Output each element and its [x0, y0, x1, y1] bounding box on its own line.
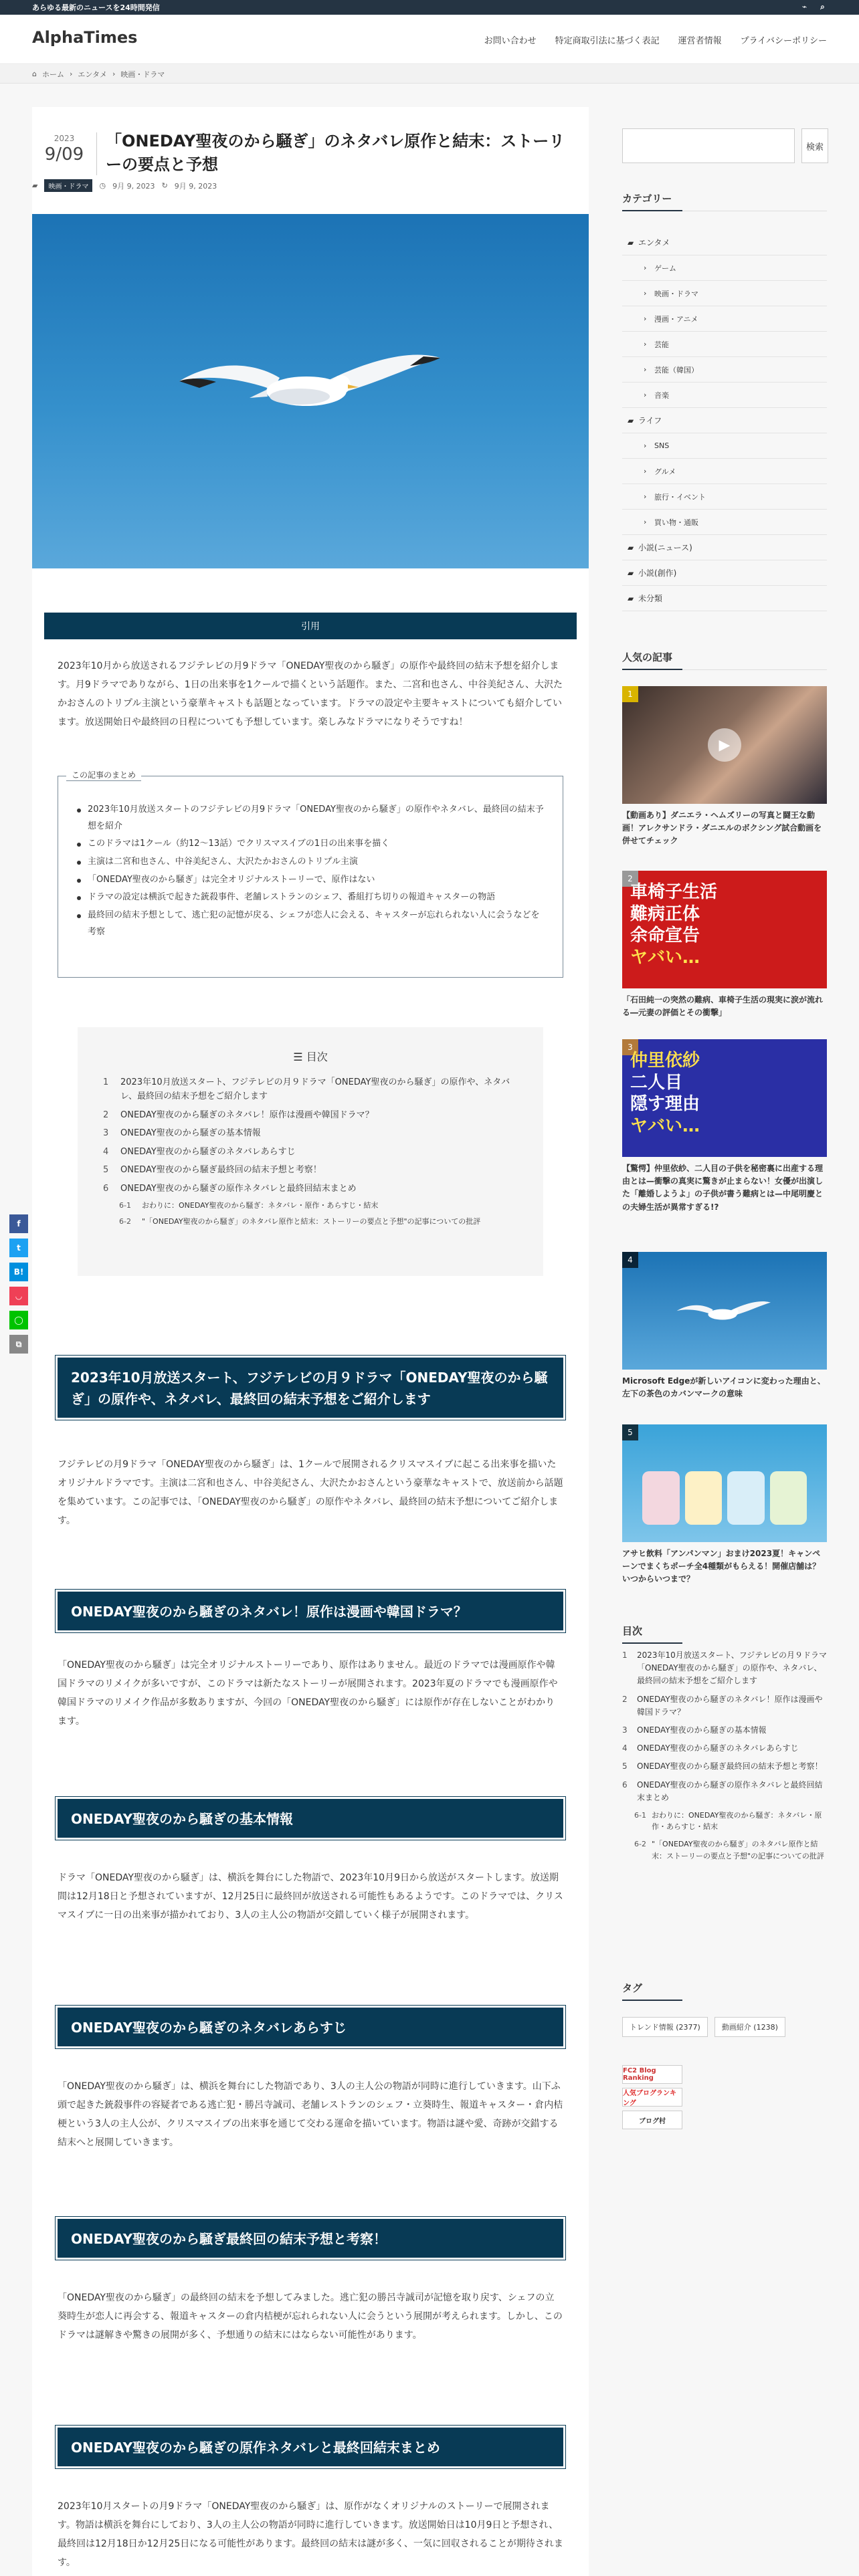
toc-label[interactable]: ONEDAY聖夜のから騒ぎ最終回の結末予想と考察！ — [637, 1761, 823, 1772]
section-body-4: 「ONEDAY聖夜のから騒ぎ」は、横浜を舞台にした物語であり、3人の主人公の物語が同時に進行していきます。山下ふ頭で起きた銃殺事件の容疑者である逃亡犯・勝呂寺誠司、老舗レストランのシェフ・立葵時生、報道キャスター・倉内桔梗という3人の主人公が、クリスマスイブの出来事を通じて交わる運命を描いています。物語は謎や愛、奇跡が交錯する結末へと展開していきます。 — [58, 2081, 563, 2148]
toc-item[interactable] — [622, 1693, 827, 1719]
category-list — [622, 230, 827, 611]
toc-number: 5 — [103, 1165, 109, 1176]
toc-number: 6 — [622, 1780, 628, 1790]
section-heading-4: ONEDAY聖夜のから騒ぎのネタバレあらすじ — [58, 2008, 563, 2046]
summary-item: 「ONEDAY聖夜のから騒ぎ」は完全オリジナルストーリーで、原作はない — [77, 872, 545, 889]
site-header — [0, 15, 859, 64]
seagull-thumbnail-illustration — [622, 1252, 827, 1370]
toc-subitem[interactable] — [622, 1810, 827, 1833]
overlay-line: 余命宣告 — [630, 926, 700, 946]
category-item[interactable] — [622, 586, 827, 611]
toc-subitem[interactable] — [103, 1200, 524, 1212]
sidebar-toc-title: 目次 — [622, 1624, 827, 1643]
section-heading-1: 2023年10月放送スタート、フジテレビの月９ドラマ「ONEDAY聖夜のから騒ぎ」の原作や、ネタバレ、最終回の結末予想をご紹介します — [58, 1358, 563, 1418]
overlay-line: ヤバい… — [630, 1115, 700, 1136]
popular-thumbnail[interactable] — [622, 871, 827, 988]
table-of-contents — [78, 1027, 543, 1276]
fc2-ranking-banner[interactable]: FC2 Blog Ranking — [622, 2065, 682, 2084]
summary-item: ドラマの設定は横浜で起きた銃殺事件、老舗レストランのシェフ、番組打ち切りの報道キャスターの物語 — [77, 889, 545, 906]
popular-title: 人気の記事 — [622, 650, 827, 670]
chevron-right-icon: › — [644, 441, 647, 450]
folder-icon: ▰ — [628, 237, 634, 247]
clock-icon: ◷ — [99, 181, 106, 190]
category-item[interactable] — [622, 383, 827, 408]
quote-label: 引用 — [44, 613, 577, 639]
chevron-right-icon: › — [644, 518, 647, 526]
summary-list — [77, 802, 545, 942]
toc-number: 1 — [103, 1077, 109, 1087]
popular-post-title[interactable]: 【驚愕】仲里依紗、二人目の子供を秘密裏に出産する理由とは—衝撃の真実に驚きが止まらない！女優が出演した「離婚しようよ」の子供が書う難病とは—中尾明慶との夫婦生活が異常すぎる!? — [622, 1164, 824, 1212]
nav-contact[interactable]: お問い合わせ — [484, 36, 537, 46]
toc-number: 6-2 — [634, 1840, 646, 1849]
breadcrumb-home[interactable]: ホーム — [41, 70, 64, 79]
overlay-line: 二人目 — [630, 1072, 683, 1093]
toc-number: 6-1 — [119, 1201, 131, 1210]
toc-subitem[interactable] — [622, 1838, 827, 1862]
toc-item[interactable] — [622, 1649, 827, 1688]
toc-title — [78, 1049, 543, 1064]
folder-icon: ▰ — [628, 542, 634, 552]
refresh-icon: ↻ — [161, 181, 168, 190]
sidebar-toc-list — [622, 1649, 827, 1867]
category-label[interactable]: 漫画・アニメ — [654, 314, 698, 324]
category-label[interactable]: 買い物・通販 — [654, 518, 698, 527]
summary-box — [58, 770, 563, 978]
overlay-line: 仲里依紗 — [630, 1051, 700, 1071]
overlay-line: 車椅子生活 — [630, 882, 718, 902]
chevron-right-icon: › — [69, 70, 73, 78]
category-badge[interactable]: 映画・ドラマ — [44, 179, 92, 192]
rank-badge: 3 — [622, 1039, 638, 1055]
folder-icon: ▰ — [628, 568, 634, 578]
popular-post-title[interactable]: Microsoft Edgeが新しいアイコンに変わった理由と、左下の茶色のカバンマークの意味 — [622, 1376, 826, 1399]
section-heading-5: ONEDAY聖夜のから騒ぎ最終回の結末予想と考察！ — [58, 2219, 563, 2258]
toc-item[interactable] — [103, 1108, 524, 1122]
post-meta — [32, 179, 589, 192]
rss-icon[interactable]: ⌁ — [801, 2, 807, 11]
chevron-right-icon: › — [112, 70, 116, 78]
toc-number: 2 — [622, 1694, 628, 1704]
breadcrumb-subcategory[interactable]: 映画・ドラマ — [120, 70, 165, 79]
popular-post-title[interactable]: 【動画あり】ダニエラ・ヘムズリーの写真と闘王な動画！アレクサンドラ・ダニエルのボクシング試合動画を併せてチェック — [622, 811, 822, 846]
category-label[interactable]: エンタメ — [638, 238, 670, 247]
section-body-5: 「ONEDAY聖夜のから騒ぎ」の最終回の結末を予想してみました。逃亡犯の勝呂寺誠司が記憶を取り戻す、シェフの立葵時生が恋人に再会する、報道キャスターの倉内桔梗が忘れられない人に会うという展開が考えられます。しかし、このドラマは謎解きや驚きの展開が多く、予想通りの結末にはならない可能性があります。 — [58, 2292, 563, 2341]
article — [32, 107, 589, 2576]
pouch-illustration — [642, 1471, 807, 1525]
toc-label[interactable]: ONEDAY聖夜のから騒ぎの原作ネタバレと最終回結末まとめ — [120, 1183, 357, 1194]
rank-badge: 5 — [622, 1424, 638, 1440]
intro-text: 2023年10月から放送されるフジテレビの月9ドラマ「ONEDAY聖夜のから騒ぎ」の原作や最終回の結末予想を紹介します。月9ドラマでありながら、1日の出来事を1クールで描くという話題作。また、二宮和也さん、中谷美紀さん、大沢たかおさんのトリプル主演という豪華キャストも話題となっています。ドラマの設定や主要キャストについても紹介しています。放送開始日や最終回の日程についても予想しています。楽しみなドラマになりそうですね！ — [58, 661, 563, 728]
tag-item[interactable]: 動画紹介 (1238) — [714, 2017, 785, 2037]
toc-number: 6-2 — [119, 1217, 131, 1226]
category-item[interactable] — [622, 459, 827, 484]
popular-thumbnail[interactable] — [622, 1039, 827, 1157]
published-date: 9月 9, 2023 — [112, 181, 155, 191]
top-bar — [0, 0, 859, 15]
rank-badge: 4 — [622, 1252, 638, 1268]
category-item[interactable] — [622, 560, 827, 586]
chevron-right-icon: › — [644, 391, 647, 399]
toc-item[interactable] — [103, 1163, 524, 1177]
summary-item: 主演は二宮和也さん、中谷美紀さん、大沢たかおさんのトリプル主演 — [77, 854, 545, 871]
popular-post[interactable] — [622, 871, 827, 1019]
toc-number: 3 — [622, 1725, 628, 1735]
toc-number: 6-1 — [634, 1810, 646, 1820]
breadcrumb-category[interactable]: エンタメ — [78, 70, 107, 79]
category-label[interactable]: 旅行・イベント — [654, 492, 706, 502]
chevron-right-icon: › — [644, 492, 647, 501]
rank-badge: 1 — [622, 686, 638, 702]
category-label[interactable]: 小説(創作) — [638, 568, 677, 578]
popular-post[interactable] — [622, 686, 827, 848]
line-share-icon[interactable]: ◯ — [9, 1311, 28, 1329]
toc-subitem[interactable] — [103, 1216, 524, 1228]
toc-title-text: 目次 — [306, 1051, 328, 1063]
hero-image — [32, 214, 589, 568]
toc-item[interactable] — [103, 1145, 524, 1159]
toc-label[interactable]: ONEDAY聖夜のから騒ぎのネタバレ！原作は漫画や韓国ドラマ？ — [120, 1109, 374, 1120]
category-item[interactable] — [622, 306, 827, 332]
toc-item[interactable] — [103, 1126, 524, 1140]
copy-link-icon[interactable]: ⧉ — [9, 1335, 28, 1354]
popular-thumbnail[interactable] — [622, 686, 827, 804]
overlay-line: 難病正体 — [630, 903, 700, 924]
toc-label[interactable]: おわりに：ONEDAY聖夜のから騒ぎ：ネタバレ・原作・あらすじ・結末 — [142, 1201, 379, 1210]
toc-label[interactable]: ONEDAY聖夜のから騒ぎのネタバレあらすじ — [120, 1146, 296, 1157]
toc-label[interactable]: 2023年10月放送スタート、フジテレビの月９ドラマ「ONEDAY聖夜のから騒ぎ」の原作や、ネタバレ、最終回の結末予想をご紹介します — [120, 1077, 510, 1102]
thumbnail-overlay-text — [630, 881, 717, 968]
toc-item[interactable] — [622, 1760, 827, 1773]
popular-post-title[interactable]: 「石田純一の突然の難病、車椅子生活の現実に涙が流れる―元妻の評価とその衝撃」 — [622, 995, 824, 1018]
overlay-line: 隠す理由 — [630, 1094, 700, 1114]
section-body-6: 2023年10月スタートの月9ドラマ「ONEDAY聖夜のから騒ぎ」は、原作がなくオリジナルのストーリーで展開されます。物語は横浜を舞台にしており、3人の主人公の物語が同時に進行していきます。放送開始日は10月9日と予想され、最終回は12月18日か12月25日になる可能性があります。最終回の結末は謎が多く、一気に回収されることが期待されます。 — [58, 2501, 563, 2568]
summary-item: このドラマは1クール（約12〜13話）でクリスマスイブの1日の出来事を描く — [77, 836, 545, 853]
folder-icon: ▰ — [628, 593, 634, 603]
date-divider — [96, 132, 97, 175]
popular-post[interactable] — [622, 1252, 827, 1400]
category-item[interactable] — [622, 535, 827, 560]
toc-number: 4 — [622, 1743, 628, 1753]
toc-label[interactable]: "「ONEDAY聖夜のから騒ぎ」のネタバレ原作と結末：ストーリーの要点と予想"の記事についての批評 — [652, 1840, 824, 1860]
hatena-share-icon[interactable]: B! — [9, 1263, 28, 1281]
toc-number: 1 — [622, 1650, 628, 1660]
folder-icon: ▰ — [628, 415, 634, 425]
toc-label[interactable]: おわりに：ONEDAY聖夜のから騒ぎ：ネタバレ・原作・あらすじ・結末 — [652, 1810, 822, 1832]
twitter-share-icon[interactable]: t — [9, 1239, 28, 1257]
nav-tokushoho[interactable]: 特定商取引法に基づく表記 — [555, 36, 660, 46]
play-icon[interactable]: ▶ — [708, 728, 741, 762]
category-item[interactable] — [622, 484, 827, 510]
nav-privacy[interactable]: プライバシーポリシー — [740, 36, 827, 46]
toc-number: 3 — [103, 1128, 109, 1139]
popular-post-title[interactable]: アサヒ飲料「アンパンマン」おまけ2023夏！キャンペーンでまくちポーチ全4種類がもらえる！開催店舗は？いつからいつまで？ — [622, 1549, 821, 1584]
tag-cloud — [622, 2017, 785, 2037]
toc-item[interactable] — [103, 1075, 524, 1104]
global-nav — [484, 33, 827, 46]
category-label[interactable]: SNS — [654, 441, 670, 450]
toc-label[interactable]: ONEDAY聖夜のから騒ぎの基本情報 — [120, 1128, 261, 1139]
chevron-right-icon: › — [644, 340, 647, 348]
toc-item[interactable] — [622, 1724, 827, 1737]
site-tagline: あらゆる最新のニュースを24時間発信 — [32, 3, 160, 12]
category-label[interactable]: ライフ — [638, 416, 662, 425]
post-date — [37, 134, 91, 165]
category-item[interactable] — [622, 281, 827, 306]
facebook-share-icon[interactable]: f — [9, 1214, 28, 1233]
chevron-right-icon: › — [644, 263, 647, 272]
toc-label[interactable]: "「ONEDAY聖夜のから騒ぎ」のネタバレ原作と結末：ストーリーの要点と予想"の記事についての批評 — [142, 1217, 481, 1226]
popular-post[interactable] — [622, 1424, 827, 1586]
category-label[interactable]: グルメ — [654, 467, 676, 476]
rank-badge: 2 — [622, 871, 638, 887]
updated-date: 9月 9, 2023 — [174, 181, 217, 191]
search-input[interactable] — [622, 128, 795, 163]
seagull-illustration — [32, 214, 589, 568]
toc-label[interactable]: ONEDAY聖夜のから騒ぎの原作ネタバレと最終回結末まとめ — [637, 1780, 823, 1802]
tag-item[interactable]: トレンド情報 (2377) — [622, 2017, 708, 2037]
category-label[interactable]: 音楽 — [654, 391, 669, 400]
search-button[interactable]: 検索 — [801, 128, 828, 163]
toc-number: 4 — [103, 1146, 109, 1157]
post-month-day: 9/09 — [44, 144, 84, 165]
list-icon: ☰ — [293, 1051, 306, 1063]
toc-label[interactable]: ONEDAY聖夜のから騒ぎの基本情報 — [637, 1725, 767, 1735]
summary-item: 2023年10月放送スタートのフジテレビの月9ドラマ「ONEDAY聖夜のから騒ぎ」の原作やネタバレ、最終回の結末予想を紹介 — [77, 802, 545, 835]
toc-number: 5 — [622, 1761, 628, 1772]
category-label[interactable]: 芸能 — [654, 340, 669, 349]
category-label[interactable]: 芸能（韓国） — [654, 365, 698, 374]
home-icon: ⌂ — [32, 70, 37, 78]
section-heading-2: ONEDAY聖夜のから騒ぎのネタバレ！原作は漫画や韓国ドラマ？ — [58, 1592, 563, 1630]
page-title: 「ONEDAY聖夜のから騒ぎ」のネタバレ原作と結末：ストーリーの要点と予想 — [106, 132, 565, 174]
toc-item[interactable] — [622, 1742, 827, 1755]
tags-title: タグ — [622, 1981, 827, 2000]
pocket-share-icon[interactable]: ◡ — [9, 1287, 28, 1305]
category-item[interactable] — [622, 510, 827, 535]
toc-label[interactable]: ONEDAY聖夜のから騒ぎのネタバレ！原作は漫画や韓国ドラマ？ — [637, 1694, 823, 1717]
folder-icon: ▰ — [32, 181, 38, 190]
category-label[interactable]: 映画・ドラマ — [654, 289, 698, 298]
toc-list — [103, 1075, 524, 1232]
summary-item: 最終回の結末予想として、逃亡犯の記憶が戻る、シェフが恋人に会える、キャスターが忘れられない人に会うなどを考察 — [77, 907, 545, 940]
category-label[interactable]: 未分類 — [638, 594, 663, 603]
section-heading-6: ONEDAY聖夜のから騒ぎの原作ネタバレと最終回結末まとめ — [58, 2428, 563, 2466]
site-logo[interactable]: AlphaTimes — [32, 28, 138, 47]
popular-thumbnail[interactable] — [622, 1252, 827, 1370]
nav-operator[interactable]: 運営者情報 — [678, 36, 722, 46]
section-body-2: 「ONEDAY聖夜のから騒ぎ」は完全オリジナルストーリーであり、原作はありません。最近のドラマでは漫画原作や韓国ドラマのリメイクが多いですが、このドラマは新たなストーリーが展開されます。2023年夏のドラマでも漫画原作や韓国ドラマのリメイク作品が多数ありますが、今回の「ONEDAY聖夜のから騒ぎ」には原作が存在しないことがわかります。 — [58, 1660, 558, 1727]
thumbnail-overlay-text — [630, 1050, 700, 1137]
section-body-3: ドラマ「ONEDAY聖夜のから騒ぎ」は、横浜を舞台にした物語で、2023年10月9日から放送がスタートします。放送期間は12月18日と予想されていますが、12月25日に最終回が放送される可能性もあるようです。このドラマでは、クリスマスイブに一日の出来事が描かれており、3人の主人公の物語が交錯していく様子が展開されます。 — [58, 1872, 563, 1921]
popular-post[interactable] — [622, 1039, 827, 1214]
chevron-right-icon: › — [644, 467, 647, 475]
category-label[interactable]: ゲーム — [654, 263, 676, 273]
category-label[interactable]: 小説(ニュース) — [638, 543, 692, 552]
chevron-right-icon: › — [644, 365, 647, 374]
category-item[interactable] — [622, 230, 827, 255]
popular-thumbnail[interactable] — [622, 1424, 827, 1542]
category-item[interactable] — [622, 408, 827, 433]
toc-label[interactable]: 2023年10月放送スタート、フジテレビの月９ドラマ「ONEDAY聖夜のから騒ぎ」の原作や、ネタバレ、最終回の結末予想をご紹介します — [637, 1650, 828, 1686]
categories-title: カテゴリー — [622, 191, 827, 211]
toc-item[interactable] — [622, 1779, 827, 1804]
toc-label[interactable]: ONEDAY聖夜のから騒ぎ最終回の結末予想と考察！ — [120, 1165, 322, 1176]
category-item[interactable] — [622, 433, 827, 459]
section-heading-3: ONEDAY聖夜のから騒ぎの基本情報 — [58, 1799, 563, 1838]
search-icon[interactable]: ⌕ — [820, 2, 825, 11]
toc-label[interactable]: ONEDAY聖夜のから騒ぎのネタバレあらすじ — [637, 1743, 799, 1753]
breadcrumb — [0, 65, 859, 84]
blogmura-banner[interactable]: ブログ村 — [622, 2111, 682, 2129]
summary-title: この記事のまとめ — [66, 769, 141, 781]
overlay-line: ヤバい… — [630, 947, 700, 968]
category-item[interactable] — [622, 332, 827, 357]
toc-number: 6 — [103, 1183, 109, 1194]
category-item[interactable] — [622, 255, 827, 281]
toc-item[interactable] — [103, 1182, 524, 1196]
post-year: 2023 — [54, 134, 75, 143]
toc-number: 2 — [103, 1109, 109, 1120]
blog-ranking-banner[interactable]: 人気ブログランキング — [622, 2088, 682, 2107]
chevron-right-icon: › — [644, 289, 647, 298]
section-body-1: フジテレビの月9ドラマ「ONEDAY聖夜のから騒ぎ」は、1クールで展開されるクリスマスイブに起こる出来事を描いたオリジナルドラマです。主演は二宮和也さん、中谷美紀さん、大沢たかおさんという豪華なキャストで、放送前から話題を集めています。この記事では、「ONEDAY聖夜のから騒ぎ」の原作やネタバレ、最終回の結末予想についてご紹介します。 — [58, 1459, 563, 1526]
chevron-right-icon: › — [644, 314, 647, 323]
category-item[interactable] — [622, 357, 827, 383]
